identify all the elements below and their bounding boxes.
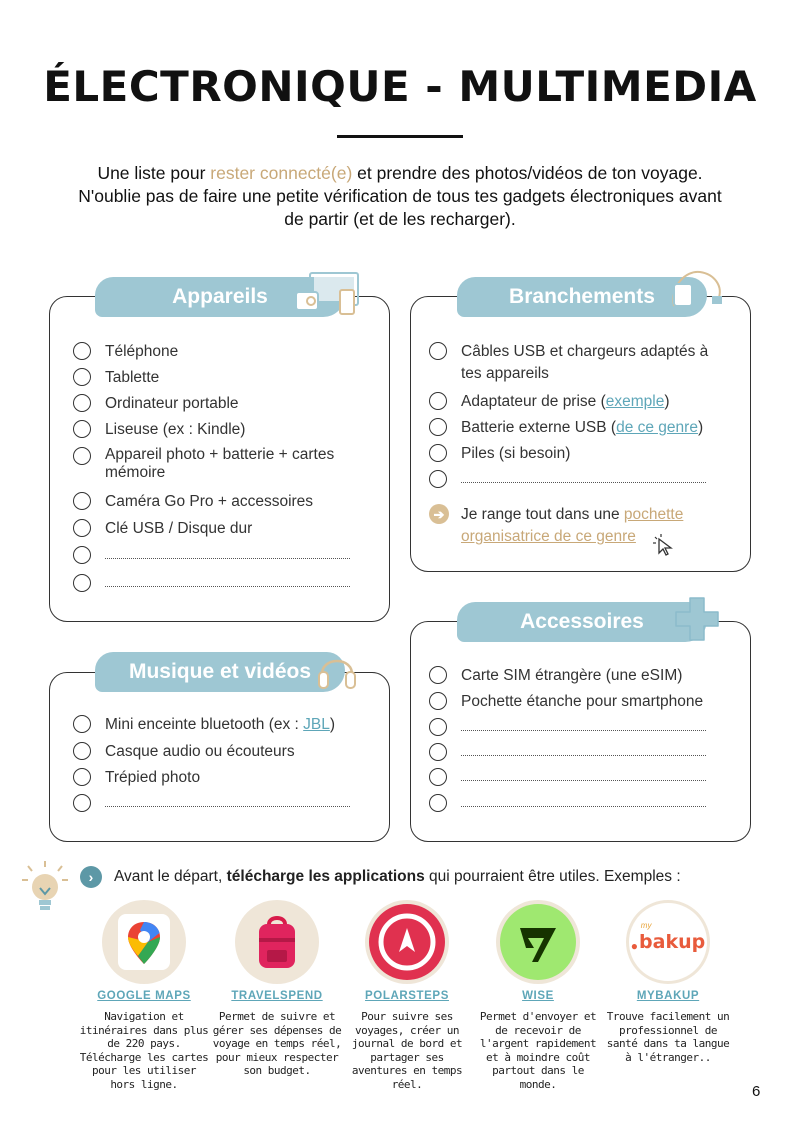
checkbox-circle[interactable]: [73, 715, 91, 733]
item-label: Carte SIM étrangère (une eSIM): [461, 667, 683, 684]
musique-title: Musique et vidéos: [128, 660, 312, 683]
checkbox-circle[interactable]: [429, 692, 447, 710]
accessoires-header: [457, 602, 707, 642]
item-text-end: ): [664, 393, 670, 410]
checkbox-circle[interactable]: [73, 394, 91, 412]
intro-part2: et prendre des photos/vidéos de ton voyage. N'oublie pas de faire une petite vérification de tous tes gadgets électroniques avant de partir (et de les recharger).: [78, 163, 722, 229]
blank-line[interactable]: [461, 793, 706, 807]
musique-header: [95, 652, 345, 692]
item-label: Casque audio ou écouteurs: [105, 743, 295, 760]
accessoires-blank-2[interactable]: [429, 742, 706, 761]
musique-item-2[interactable]: [73, 741, 295, 762]
blank-line[interactable]: [105, 793, 350, 807]
tip-text: Je range tout dans une: [461, 506, 624, 523]
item-label: Pochette étanche pour smartphone: [461, 693, 704, 710]
checkbox-circle[interactable]: [73, 794, 91, 812]
checkbox-circle[interactable]: [429, 743, 447, 761]
headphones-icon: [316, 646, 358, 692]
accessoires-item-1[interactable]: [429, 665, 682, 686]
appareils-item-4[interactable]: [73, 419, 245, 440]
app-desc-polarsteps: Pour suivre ses voyages, créer un journal de bord et partager ses aventures en temps réel.: [351, 1010, 463, 1091]
checkbox-circle[interactable]: [429, 666, 447, 684]
item-label: [461, 417, 703, 438]
page-title: ÉLECTRONIQUE - MULTIMEDIA: [43, 62, 757, 111]
location-pin-icon: ●: [630, 939, 639, 953]
intro-paragraph: [70, 162, 730, 231]
item-label: Piles (si besoin): [461, 445, 571, 462]
item-label: [461, 391, 670, 412]
checkbox-circle[interactable]: [429, 418, 447, 436]
checkbox-circle[interactable]: [73, 492, 91, 510]
appareils-title: Appareils: [172, 285, 268, 308]
exemple-link[interactable]: exemple: [605, 393, 665, 410]
item-label: Tablette: [105, 369, 160, 386]
app-polarsteps: [342, 900, 472, 1092]
google-maps-icon[interactable]: [102, 900, 186, 984]
apps-intro: [80, 866, 681, 888]
musique-item-1[interactable]: [73, 714, 335, 735]
pochette-link[interactable]: pochette organisatrice de ce genre: [461, 506, 684, 545]
app-desc-wise: Permet d'envoyer et de recevoir de l'argent rapidement et à moindre coût partout dans le monde.: [479, 1010, 597, 1091]
checkbox-circle[interactable]: [73, 768, 91, 786]
branchements-tip: [429, 504, 729, 548]
apps-intro-part2: qui pourraient être utiles. Exemples :: [424, 868, 681, 885]
blank-line[interactable]: [461, 742, 706, 756]
app-name-travelspend[interactable]: TRAVELSPEND: [231, 990, 323, 1002]
app-name-polarsteps[interactable]: POLARSTEPS: [365, 990, 449, 1002]
appareils-item-7[interactable]: [73, 518, 252, 539]
charger-icon: [668, 266, 726, 316]
app-name-mybakup[interactable]: MYBAKUP: [636, 990, 700, 1002]
app-mybakup: [603, 900, 733, 1064]
item-label: Câbles USB et chargeurs adaptés à tes appareils: [461, 343, 709, 382]
musique-item-3[interactable]: [73, 767, 200, 788]
appareils-item-6[interactable]: [73, 491, 313, 512]
branchements-item-1[interactable]: [429, 341, 729, 385]
mybakup-logo-big: bakup: [639, 931, 706, 953]
accessoires-blank-4[interactable]: [429, 793, 706, 812]
item-label: Appareil photo + batterie + cartes mémoire: [105, 446, 335, 481]
travelspend-icon[interactable]: [235, 900, 319, 984]
checkbox-circle[interactable]: [429, 718, 447, 736]
cursor-click-icon: [651, 533, 679, 557]
checkbox-circle[interactable]: [73, 519, 91, 537]
appareils-item-3[interactable]: [73, 393, 239, 414]
apps-intro-part1: Avant le départ,: [114, 868, 227, 885]
checkbox-circle[interactable]: [429, 470, 447, 488]
accessoires-blank-1[interactable]: [429, 717, 706, 736]
item-text: Mini enceinte bluetooth (ex :: [105, 716, 304, 733]
app-desc-google-maps: Navigation et itinéraires dans plus de 220 pays. Télécharge les cartes pour les utiliser hors ligne.: [79, 1010, 209, 1091]
checkbox-circle[interactable]: [429, 444, 447, 462]
lightbulb-icon: [20, 860, 70, 916]
checkbox-circle[interactable]: [429, 342, 447, 360]
item-label: Téléphone: [105, 343, 179, 360]
app-travelspend: [212, 900, 342, 1078]
blank-line[interactable]: [105, 545, 350, 559]
item-label: Trépied photo: [105, 769, 201, 786]
app-name-google-maps[interactable]: GOOGLE MAPS: [97, 990, 191, 1002]
app-name-wise[interactable]: WISE: [522, 990, 554, 1002]
mybakup-logo-small: my: [640, 921, 652, 930]
battery-link[interactable]: de ce genre: [616, 419, 698, 436]
checkbox-circle[interactable]: [429, 392, 447, 410]
item-label: Liseuse (ex : Kindle): [105, 421, 246, 438]
accessoires-item-2[interactable]: [429, 691, 703, 712]
item-label: Clé USB / Disque dur: [105, 520, 253, 537]
item-label: Ordinateur portable: [105, 395, 239, 412]
branchements-item-3[interactable]: [429, 417, 703, 438]
branchements-blank-1[interactable]: [429, 469, 706, 488]
checkbox-circle[interactable]: [73, 447, 91, 465]
item-text-end: ): [329, 716, 336, 733]
app-google-maps: [79, 900, 209, 1092]
checkbox-circle[interactable]: [73, 420, 91, 438]
branchements-item-4[interactable]: [429, 443, 570, 464]
chevron-right-icon: ›: [80, 866, 102, 888]
title-divider: [337, 135, 463, 138]
item-label: [105, 714, 335, 735]
item-text: Batterie externe USB (: [461, 419, 617, 436]
wise-icon[interactable]: [496, 900, 580, 984]
intro-part1: Une liste pour: [97, 163, 211, 183]
blank-line[interactable]: [461, 717, 706, 731]
accessoires-blank-3[interactable]: [429, 767, 706, 786]
app-desc-mybakup: Trouve facilement un professionnel de santé dans ta langue à l'étranger..: [606, 1010, 730, 1064]
apps-intro-bold: télécharge les applications: [226, 868, 425, 885]
plus-icon: [672, 594, 722, 644]
intro-accent: rester connecté(e): [210, 163, 353, 183]
item-text-end: ): [697, 419, 704, 436]
checkbox-circle[interactable]: [73, 742, 91, 760]
devices-icon: [296, 270, 366, 318]
branchements-title: Branchements: [509, 285, 655, 308]
musique-blank-1[interactable]: [73, 793, 350, 812]
app-wise: [473, 900, 603, 1092]
polarsteps-icon[interactable]: [365, 900, 449, 984]
mybakup-logo: [630, 921, 706, 953]
checkbox-circle[interactable]: [73, 574, 91, 592]
checkbox-circle[interactable]: [429, 768, 447, 786]
blank-line[interactable]: [461, 469, 706, 483]
page-number: 6: [752, 1083, 761, 1100]
jbl-link[interactable]: JBL: [303, 716, 330, 733]
checkbox-circle[interactable]: [73, 546, 91, 564]
appareils-blank-1[interactable]: [73, 545, 350, 564]
apps-intro-text: [114, 868, 681, 886]
branchements-item-2[interactable]: [429, 391, 670, 412]
appareils-item-1[interactable]: [73, 341, 178, 362]
item-label: Caméra Go Pro + accessoires: [105, 493, 314, 510]
blank-line[interactable]: [105, 573, 350, 587]
appareils-item-5[interactable]: [73, 446, 363, 482]
appareils-blank-2[interactable]: [73, 573, 350, 592]
appareils-item-2[interactable]: [73, 367, 159, 388]
blank-line[interactable]: [461, 767, 706, 781]
accessoires-title: Accessoires: [520, 610, 644, 633]
tip-label: [461, 504, 729, 548]
mybakup-icon[interactable]: [626, 900, 710, 984]
arrow-right-icon: ➔: [429, 504, 449, 524]
app-desc-travelspend: Permet de suivre et gérer ses dépenses de voyage en temps réel, pour mieux respecter son budget.: [212, 1010, 342, 1078]
item-text: Adaptateur de prise (: [461, 393, 606, 410]
checkbox-circle[interactable]: [73, 342, 91, 360]
checkbox-circle[interactable]: [429, 794, 447, 812]
checkbox-circle[interactable]: [73, 368, 91, 386]
